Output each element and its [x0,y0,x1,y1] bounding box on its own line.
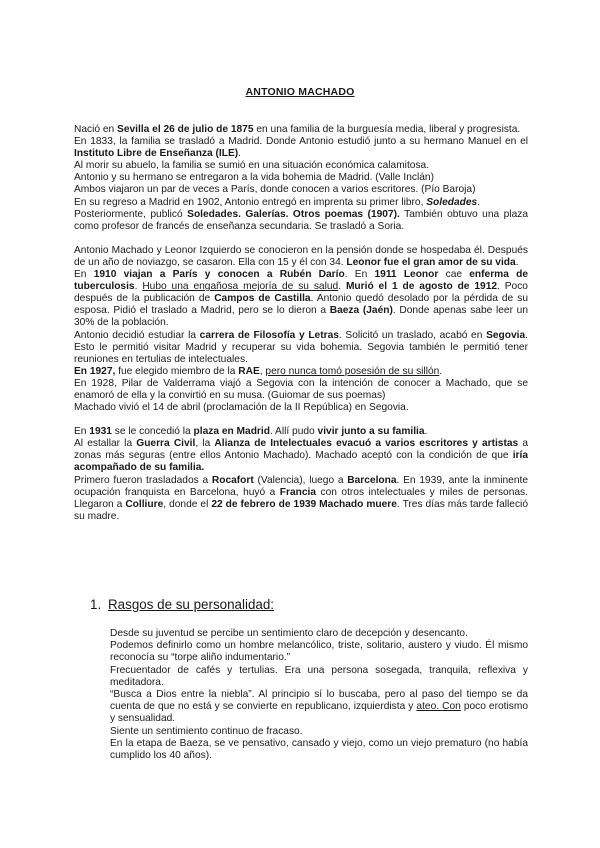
bio-paragraph-paris: Ambos viajaron un par de veces a París, donde conocen a varios escritores. (Pío Baroja) [74,184,476,196]
paragraph-gap [74,414,528,426]
trait-paragraph-disenchantment: Desde su juventud se percibe un sentimiento claro de decepción y desencanto. [110,628,468,639]
bio-paragraph-1931: En 1931 se le concedió la plaza en Madrid. Allí pudo vivir junto a su familia. [74,426,428,438]
bio-paragraph-birth: Nació en Sevilla el 26 de julio de 1875 en una familia de la burguesía media, liberal y progresista. [74,124,521,135]
trait-paragraph-god: “Busca a Dios entre la niebla”. Al principio sí lo buscaba, pero al paso del tiempo se da cuenta de que no está y se convierte en republicano, izquierdista y ateo. Con poco erotismo y sensualidad. [110,689,528,725]
bio-paragraph-republic: Machado vivió el 14 de abril (proclamación de la II República) en Segovia. [74,402,409,414]
biography-section [74,124,528,523]
bio-paragraph-first-book: En su regreso a Madrid en 1902, Antonio entregó en imprenta su primer libro, Soledades. [74,196,481,208]
document-title: ANTONIO MACHADO [245,86,355,98]
personality-section [110,628,528,762]
trait-paragraph-baeza: En la etapa de Baeza, se ve pensativo, cansado y viejo, como un viejo prematuro (no había cumplido los 40 años). [110,737,528,762]
bio-paragraph-madrid: En 1833, la familia se trasladó a Madrid. Donde Antonio estudió junto a su hermano Manuel en el Instituto Libre de Enseñanza (ILE). [74,136,528,160]
bio-paragraph-bohemia: Antonio y su hermano se entregaron a la vida bohemia de Madrid. (Valle Inclán) [74,172,434,184]
trait-paragraph-melancholic: Podemos definirlo como un hombre melancólico, triste, solitario, austero y viudo. Él mismo reconocía su “torpe aliño indumentario.” [110,640,528,664]
bio-paragraph-grandfather: Al morir su abuelo, la familia se sumió en una situación económica calamitosa. [74,160,430,172]
bio-paragraph-civil-war: Al estallar la Guerra Civil, la Alianza de Intelectuales evacuó a varios escritores y artistas a zonas más seguras (entre ellos Antonio Machado). Machado aceptó con la condición de que iría acompañado de su familia. [74,438,529,474]
bio-paragraph-soria: Posteriormente, publicó Soledades. Galerías. Otros poemas (1907). También obtuvo una plaza como profesor de francés de enseñanza secundaria. Se trasladó a Soria. [74,208,529,232]
paragraph-gap [74,233,528,245]
section-heading-personality [90,597,274,612]
trait-paragraph-tertulias: Frecuentador de cafés y tertulias. Era una persona sosegada, tranquila, reflexiva y meditadora. [110,664,528,688]
bio-paragraph-rae: En 1927, fue elegido miembro de la RAE, pero nunca tomó posesión de su sillón. [74,365,443,377]
bio-paragraph-tuberculosis: En 1910 viajan a París y conocen a Rubén Darío. En 1911 Leonor cae enferma de tuberculosis. Hubo una engañosa mejoría de su salud. Murió el 1 de agosto de 1912. Poco después de la publicación de Campos de Castilla. Antonio quedó desolado por la pérdida de su esposa. Pidió el traslado a Madrid, pero se lo dieron a Baeza (Jaén). Donde apenas sabe leer un 30% de la población. [74,269,529,329]
bio-paragraph-guiomar: En 1928, Pilar de Valderrama viajó a Segovia con la intención de conocer a Machado, que se enamoró de ella y la convirtió en su musa. (Guiomar de sus poemas) [74,377,528,401]
bio-paragraph-leonor: Antonio Machado y Leonor Izquierdo se conocieron en la pensión donde se hospedaba él. Después de un año de noviazgo, se casaron. Ella con 15 y él con 34. Leonor fue el gran amor de su vida. [74,244,528,268]
section-number: 1. [90,597,102,612]
section-title: Rasgos de su personalidad: [108,597,275,612]
trait-paragraph-failure: Siente un sentimiento continuo de fracaso. [110,725,303,737]
bio-paragraph-death: Primero fueron trasladados a Rocafort (Valencia), luego a Barcelona. En 1939, ante la inminente ocupación franquista en Barcelona, huyó a Francia con otros intelectuales y miles de personas. Llegaron a Colliure, donde el 22 de febrero de 1939 Machado muere. Tres días más tarde falleció su madre. [74,474,528,522]
bio-paragraph-segovia: Antonio decidió estudiar la carrera de Filosofía y Letras. Solicitó un traslado, acabó en Segovia. Esto le permitió visitar Madrid y recuperar su vida bohemia. Segovia también le permitió tener reuniones en tertulias de intelectuales. [74,329,528,365]
